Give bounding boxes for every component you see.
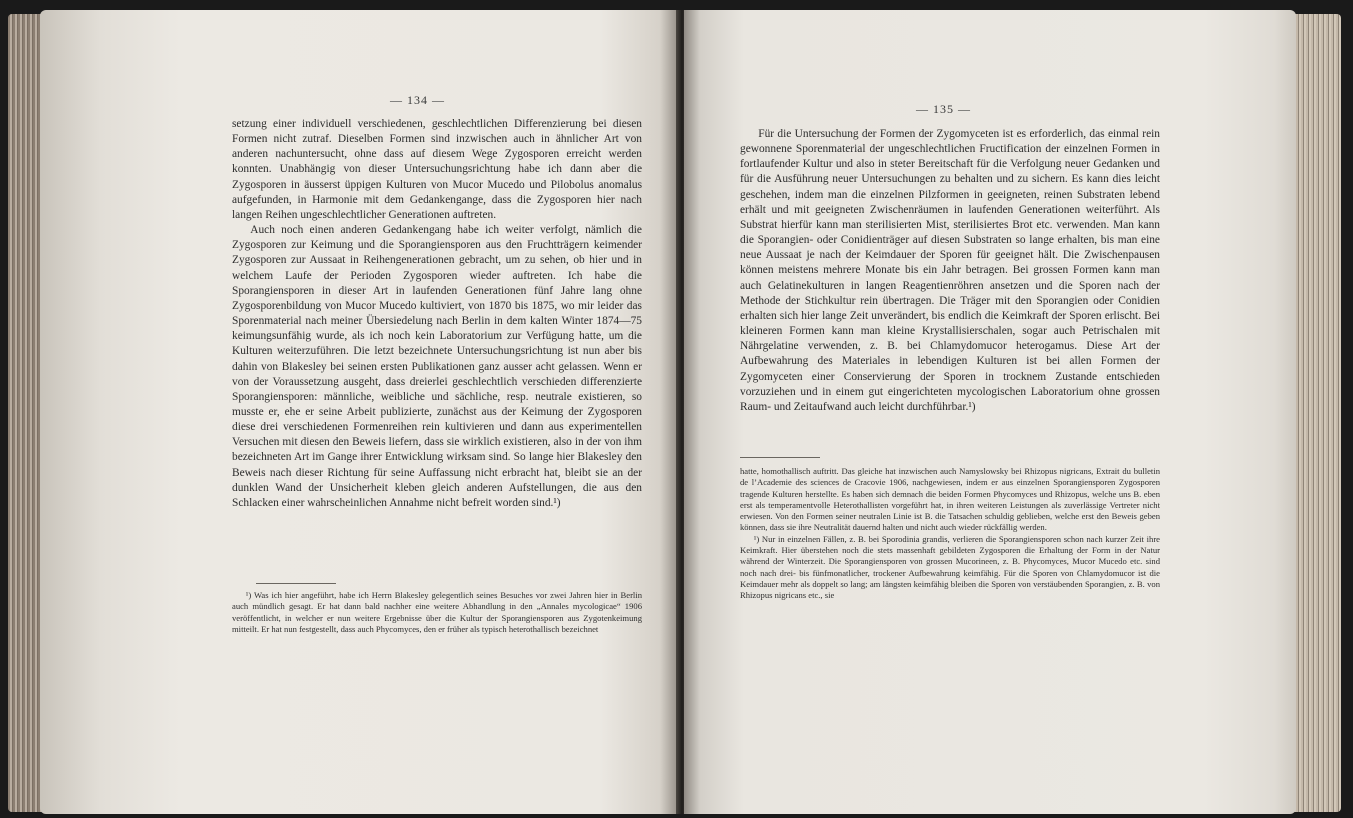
right-page	[684, 10, 1296, 814]
paragraph: setzung einer individuell verschiedenen, geschlechtlichen Differenzierung bei diesen Formen nicht zutraf. Dieselben Formen sind inzwischen auch in ähnlicher Art von anderen nachuntersucht, ohne dass auf diesem Wege Zygosporen erreicht werden konnten. Unabhängig von dieser Untersuchungsrichtung habe ich dann aber die Zygosporen in äusserst üppigen Kulturen von Mucor Mucedo und Pilobolus anomalus aufgefunden, in Harmonie mit dem Gedankengange, dass die Zygosporen hier nach langen Reihen ungeschlechtlicher Generationen auftreten.	[232, 118, 642, 221]
footnote: hatte, homothallisch auftritt. Das gleiche hat inzwischen auch Namyslowsky bei Rhizopus nigricans, Extrait du bulletin de l’Academie des sciences de Cracovie 1906, nachgewiesen, indem er aus einzelnen Sporangiensporen Zygosporen tragende Kulturen herstellte. Es haben sich demnach die beiden Formen Phycomyces und Rhizopus, welche uns B. eben erst als temperamentvolle Heterothallisten vorgeführt hat, in ihren weiteren Leistungen als zuverlässige Vertreter nicht erwiesen. Von den Formen seiner neutralen Linie ist B. die Tatsachen schuldig geblieben, welche erst den Beweis geben können, dass sie ihre Neutralität dauernd halten und nicht auch wieder rückfällig werden.	[740, 466, 1160, 533]
main-text	[232, 117, 642, 511]
footnote-rule	[256, 583, 336, 584]
paragraph: Für die Untersuchung der Formen der Zygomyceten ist es erforderlich, das einmal rein gewonnene Sporenmaterial der ungeschlechtlichen Fructification der einzelnen Formen in fortlaufender Kultur und also in steter Bereitschaft für die Verfolgung neuer Gedanken und für die Ausführung neuer Untersuchungen zu behalten und zu sichern. Es kann dies leicht geschehen, indem man die einzelnen Pilzformen in geeigneten, reinen Substraten lebend erhält und mit geeigneten Zwischenräumen in laufenden Generationen weiterführt. Als Substrat hierfür kann man sterilisierten Mist, sterilisiertes Brot etc. verwenden. Man kann die Sporangien- oder Conidienträger auf diesen Substraten so lange erhalten, bis man eine neue Aussaat je nach der Keimdauer der Sporen für geeignet hält. Die Zwischenpausen können meistens mehrere Monate bis ein Jahr betragen. Bei grossen Formen kann man auch Gelatinekulturen in langen Reagentienröhren ansetzen und die Sporen nach der Methode der Stichkultur rein übertragen. Die Träger mit den Sporangien oder Conidien erhalten sich hier lange Zeit unverändert, bis endlich die Keimkraft der Sporen erlischt. Bei kleineren Formen kann man kleine Krystallisierschalen, sogar auch Petrischalen mit Nährgelatine verwenden, z. B. bei Chlamydomucor heterogamus. Diese Art der Aufbewahrung des Materiales in lebendigen Kulturen ist bei allen Formen der Zygomyceten einer Conservierung der Sporen in trocknem Zustande entschieden vorzuziehen und in einem gut eingerichteten mycologischen Laboratorium ohne grossen Raum- und Zeitaufwand auch leicht durchführbar.¹)	[740, 128, 1160, 413]
paragraph: Auch noch einen anderen Gedankengang habe ich weiter verfolgt, nämlich die Zygosporen zur Keimung und die Sporangiensporen aus den Fruchtträgern keimender Zygosporen zur Aussaat in Reihengenerationen gebracht, um zu sehen, ob hier und in welchem Laufe der Perioden Zygosporen wieder auftreten. Ich habe die Sporangiensporen in dieser Art in laufenden Generationen fünf Jahre lang ohne Zygosporenbildung von Mucor Mucedo kultiviert, von 1870 bis 1875, wo mir leider das Sporenmaterial nach meiner Übersiedelung nach Berlin in dem kalten Winter 1874—75 keimungsunfähig wurde, als ich noch kein Laboratorium zur Verfügung hatte, um die Kulturen weiterzuführen. Die letzt bezeichnete Untersuchungsrichtung ist nun aber bis dahin von Blakesley bei seinen ersten Publikationen ganz ausser acht gelassen. Wenn er von der Voraussetzung ausgeht, dass dreierlei geschlechtlich verschieden differenzierte Sporangiensporen: männliche, weibliche und sächliche, resp. neutrale existieren, so musste er, ehe er seine Arbeit publizierte, zunächst aus der Keimung der Zygosporen diese drei verschiedenen Formenreihen rein kultivieren und dann aus experimentellen Versuchen mit diesen den Beweis liefern, dass sie wirklich existieren, also in der von ihm bezeichneten Art im Gange ihrer Entwicklung wirksam sind. So lange hier Blakesley den Beweis nach dieser Richtung für seine Auffassung nicht erbracht hat, bleibt sie an der dunklen Wand der Unsicherheit kleben gleich anderen Aufstellungen, die aus den Schlacken einer wahrscheinlichen Annahme nicht befreit worden sind.¹)	[232, 224, 642, 509]
left-page	[40, 10, 680, 814]
page-number: — 135 —	[916, 102, 971, 116]
footnote-block	[740, 466, 1160, 602]
main-text	[740, 127, 1160, 415]
footnote-block	[232, 590, 642, 635]
footnote-rule	[740, 457, 820, 458]
footnote: ¹) Was ich hier angeführt, habe ich Herrn Blakesley gelegentlich seines Besuches vor zwei Jahren hier in Berlin auch mündlich gesagt. Er hat dann bald nachher eine weitere Abhandlung in den „Annales mycologicae“ 1906 veröffentlicht, in welcher er nun weitere Ergebnisse über die Kultur der Sporangiensporen aus Zygotenkeimung mitteilt. Er hat nun festgestellt, dass auch Phycomyces, den er früher als typisch heterothallisch bezeichnet	[232, 590, 642, 634]
footnote: ¹) Nur in einzelnen Fällen, z. B. bei Sporodinia grandis, verlieren die Sporangiensporen schon nach kurzer Zeit ihre Keimkraft. Hier überstehen noch die stets massenhaft gebildeten Zygosporen die Erhaltung der Form in der Natur während der Winterzeit. Die Sporangiensporen von grossen Mucorineen, z. B. Phycomyces, Mucor Mucedo etc. sind noch nach drei- bis fünfmonatlicher, trockener Aufbewahrung keimfähig. Für die Sporen von Chlamydomucor ist die Keimdauer mehr als doppelt so lang; am längsten keimfähig bleiben die Sporen von verstäubenden Sporangien, z. B. von Rhizopus nigricans etc., sie	[740, 533, 1160, 601]
page-number: — 134 —	[390, 93, 445, 107]
